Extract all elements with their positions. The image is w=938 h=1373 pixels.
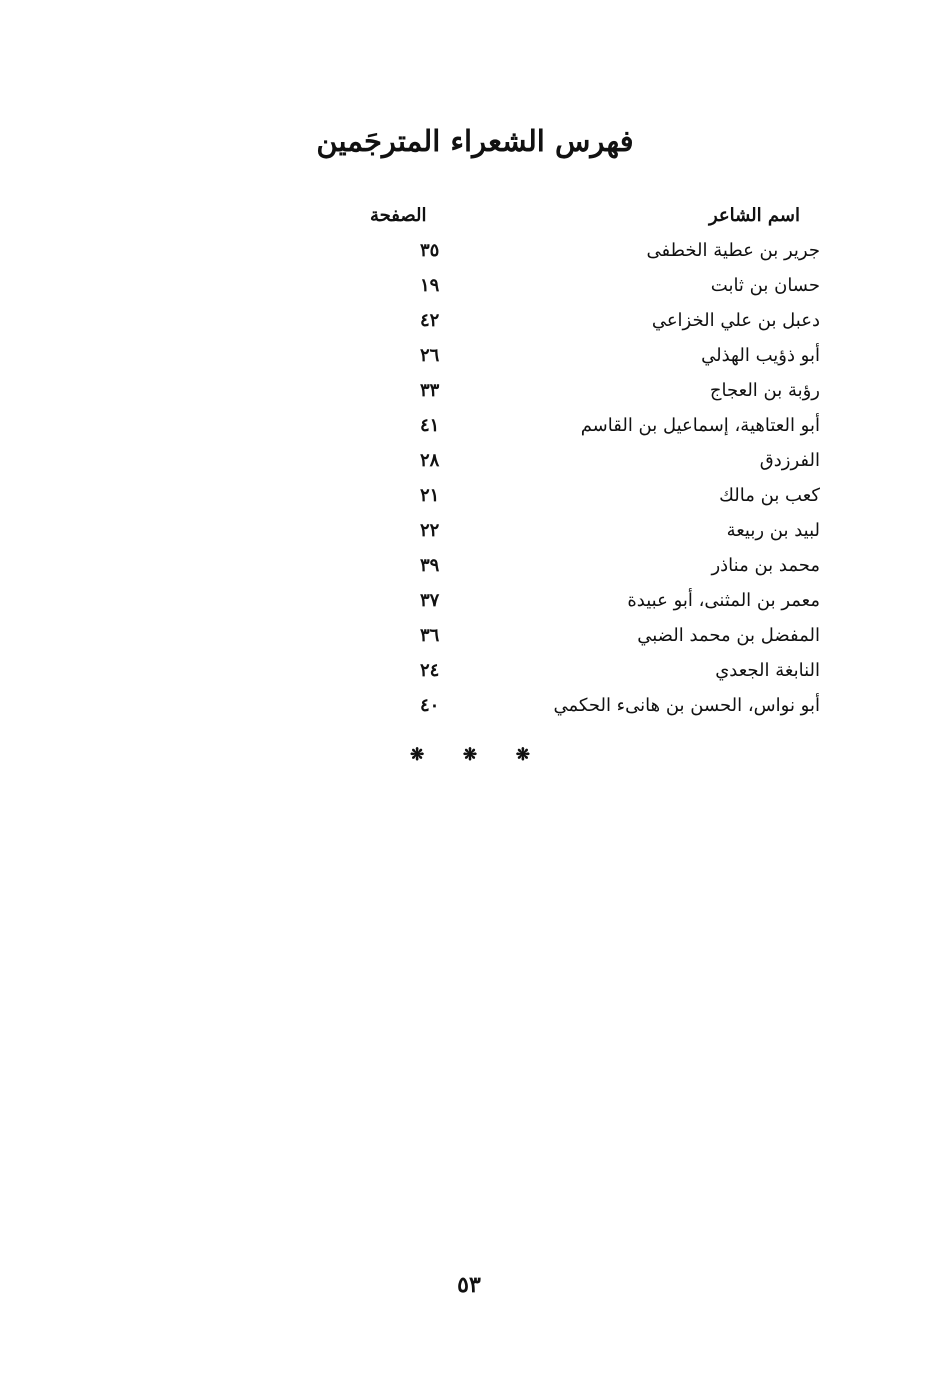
poet-name-header: اسم الشاعر [708,204,800,226]
poets-index-table [360,197,830,723]
poet-page: ٤٢ [420,310,440,331]
table-row [360,408,830,443]
asterism-icon: ❋ [515,745,530,765]
table-row [360,373,830,408]
poet-page: ٣٣ [420,380,440,401]
table-row [360,303,830,338]
table-row [360,478,830,513]
asterism-icon: ❋ [410,745,425,765]
poet-name: المفضل بن محمد الضبي [637,625,820,646]
poet-page: ٣٦ [420,625,440,646]
poet-name: محمد بن مناذر [711,555,820,576]
poet-page: ٣٥ [420,240,440,261]
poet-page: ٢٦ [420,345,440,366]
asterism-icon: ❋ [462,745,478,765]
table-row [360,233,830,268]
poet-name: لبيد بن ربيعة [726,520,820,541]
table-row [360,443,830,478]
poet-page: ٢٤ [420,660,440,681]
poet-page: ٢١ [420,485,440,506]
poet-page: ٤٠ [420,695,440,716]
table-row [360,268,830,303]
table-row [360,618,830,653]
poet-page: ٢٢ [420,520,440,541]
poet-page: ٤١ [420,415,440,436]
poet-name: أبو ذؤيب الهذلي [701,345,820,366]
table-row [360,653,830,688]
poet-page: ٣٧ [420,590,440,611]
page-title: فهرس الشعراء المترجَمين [316,124,634,158]
poet-page: ١٩ [420,275,440,296]
table-row [360,548,830,583]
table-row [360,513,830,548]
poet-name: الفرزدق [759,450,820,471]
poet-name: جرير بن عطية الخطفى [646,240,820,261]
page-number: ٥٣ [457,1272,481,1298]
poet-name: أبو نواس، الحسن بن هانىء الحكمي [553,695,820,716]
table-header-row [360,197,830,233]
page-header: الصفحة [370,204,427,226]
poet-name: معمر بن المثنى، أبو عبيدة [627,590,820,611]
table-row [360,583,830,618]
poet-name: النابغة الجعدي [715,660,820,681]
poet-name: حسان بن ثابت [710,275,820,296]
table-row [360,338,830,373]
table-row [360,688,830,723]
poet-name: كعب بن مالك [719,485,820,506]
poet-page: ٢٨ [420,450,440,471]
poet-name: دعبل بن علي الخزاعي [651,310,820,331]
poet-page: ٣٩ [420,555,440,576]
poet-name: رؤبة بن العجاج [709,380,820,401]
poet-name: أبو العتاهية، إسماعيل بن القاسم [580,415,820,436]
section-separator [410,745,530,765]
